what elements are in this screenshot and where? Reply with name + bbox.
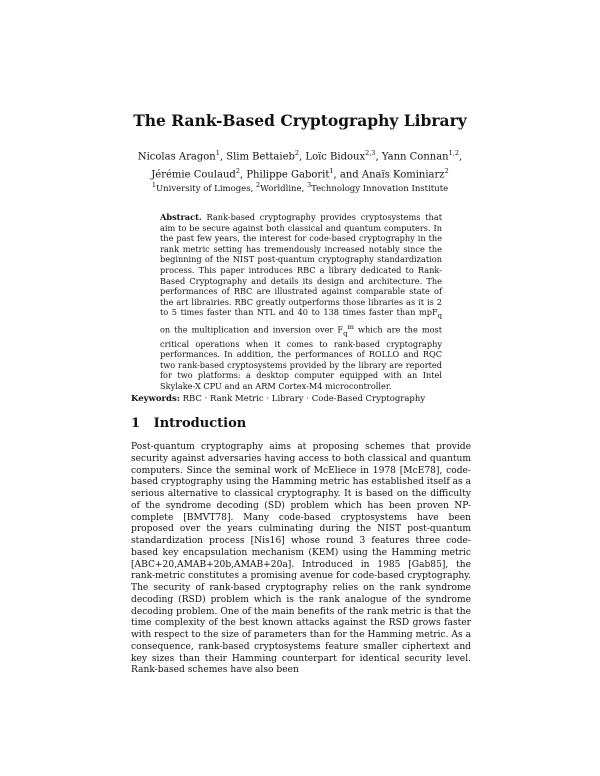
author: Yann Connan — [381, 151, 449, 163]
author-affil-mark: 1 — [329, 167, 334, 176]
affiliation: Worldline — [260, 183, 302, 194]
author-affil-mark: 2 — [294, 149, 300, 157]
author-list — [0, 146, 600, 183]
affil-mark: 2 — [255, 181, 261, 189]
math-subscript: q — [437, 311, 442, 320]
author-conjunction: and — [339, 169, 359, 181]
affil-mark: 1 — [151, 181, 156, 189]
section-number: 1 — [131, 416, 141, 431]
author: Philippe Gaborit — [246, 169, 330, 181]
keywords-label: Keywords: — [131, 394, 180, 404]
abstract-text: on the multiplication and inversion over F — [160, 324, 344, 335]
abstract-label: Abstract. — [160, 212, 202, 222]
section-title: Introduction — [153, 416, 247, 431]
author-affil-mark: 2,3 — [365, 149, 376, 157]
author-line-1: Nicolas Aragon$^1$, Slim Bettaieb$^2$, Loïc Bidoux$^{2,3}$, Yann Connan$^{1,2}$, — [137, 149, 463, 163]
body-paragraph: Post-quantum cryptography aims at proposing schemes that provide security against adversaries having access to both classical and quantum computers. Since the seminal work of McEliece in 1978 [McE78], code-based cryptography using the Hamming metric has established itself as a serious alternative to classical cryptography. It is based on the difficulty of the syndrome decoding (SD) problem which has been proven NP-complete [BMVT78]. Many code-based cryptosystems have been proposed over the years culminating during the NIST post-quantum standardization process [Nis16] whose round 3 features three code-based key encapsulation mechanism (KEM) using the Hamming metric [ABC+20,AMAB+20b,AMAB+20a]. Introduced in 1985 [Gab85], the rank-metric constitutes a promising avenue for code-based cryptography. The security of rank-based cryptography relies on the rank syndrome decoding (RSD) problem which is the rank analogue of the syndrome decoding problem. One of the main benefits of the rank metric is that the time complexity of the best known attacks against the RSD grows faster with respect to the size of parameters than for the Hamming metric. As a consequence, rank-based cryptosystems feature smaller ciphertext and key sizes than their Hamming counterpart for identical security level. Rank-based schemes have also been — [131, 442, 471, 676]
author: Nicolas Aragon — [137, 151, 216, 163]
author: Jérémie Coulaud — [151, 169, 236, 181]
author: Slim Bettaieb — [226, 151, 295, 163]
author-affil-mark: 2 — [235, 167, 240, 176]
author-affil-mark: 1,2 — [448, 149, 459, 157]
abstract-text: Rank-based cryptography provides cryptosystems that aim to be secure against both classical and quantum computers. In the past few years, the interest for code-based cryptography in the rank metric setting has tremendously increased notably since the beginning of the NIST post-quantum cryptography standardization process. This paper introduces RBC a library dedicated to Rank-Based Cryptography and details its design and architecture. The performances of RBC are illustrated against comparable state of the art librairies. RBC greatly outperforms those libraries as it is 2 to 5 times faster than NTL and 40 to 138 times faster than mpF — [160, 212, 442, 318]
author: Anaïs Kominiarz — [361, 169, 445, 181]
author: Loïc Bidoux — [305, 151, 366, 163]
paper-title: The Rank-Based Cryptography Library — [133, 111, 467, 130]
keywords — [131, 394, 471, 404]
section-heading — [131, 416, 246, 431]
affil-mark: 3 — [306, 181, 312, 189]
author-affil-mark: 2 — [444, 167, 449, 176]
abstract-text: which are the most critical operations when it comes to rank-based cryptography performances. In addition, the performances of ROLLO and RQC two rank-based cryptosystems provided by the library are reported for two platforms: a desktop computer equipped with an Intel Skylake-X CPU and an ARM Cortex-M4 microcontroller. — [160, 324, 442, 391]
affiliations: $^1$University of Limoges, $^2$Worldline, $^3$Technology Innovation Institute — [151, 181, 449, 194]
keywords-text: RBC · Rank Metric · Library · Code-Based Cryptography — [182, 394, 426, 404]
affiliation: University of Limoges — [155, 183, 251, 194]
math-superscript: m — [347, 322, 354, 331]
author-affil-mark: 1 — [215, 149, 220, 157]
math-subscript: q — [343, 328, 348, 337]
abstract — [160, 212, 442, 392]
author-line-2: Jérémie Coulaud$^2$, Philippe Gaborit$^1$, and Anaïs Kominiarz$^2$ — [151, 167, 449, 181]
affiliation: Technology Innovation Institute — [311, 183, 449, 194]
